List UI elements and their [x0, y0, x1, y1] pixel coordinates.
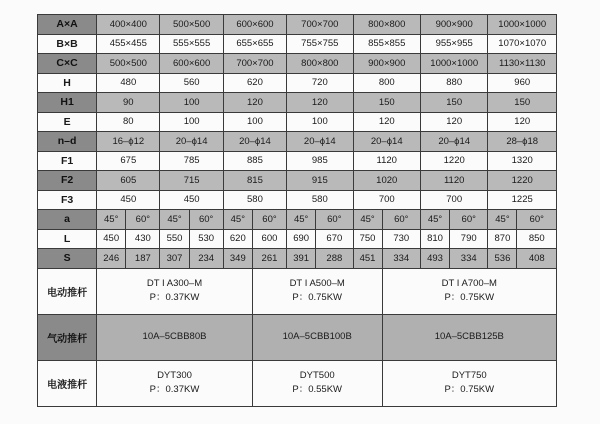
table-cell: 1225: [488, 190, 557, 210]
table-cell: 1120: [420, 171, 487, 191]
table-cell: 580: [287, 190, 353, 210]
row-label: E: [38, 112, 97, 132]
row-label: H: [38, 73, 97, 93]
row-label: 气动推杆: [38, 314, 97, 360]
table-cell: 60°: [382, 210, 420, 230]
table-cell: 555×555: [160, 34, 223, 54]
table-cell: 850: [517, 229, 557, 249]
table-cell: 450: [97, 229, 126, 249]
table-cell: 700×700: [223, 54, 286, 74]
table-cell: 100: [160, 112, 223, 132]
table-cell: 620: [223, 73, 286, 93]
table-row: [38, 93, 557, 113]
table-cell: 800: [353, 73, 420, 93]
table-cell: 120: [287, 93, 353, 113]
table-cell: 349: [223, 249, 252, 269]
table-cell: 880: [420, 73, 487, 93]
table-cell: 1220: [420, 151, 487, 171]
table-cell: 1070×1070: [488, 34, 557, 54]
table-cell: 580: [223, 190, 286, 210]
row-label: B×B: [38, 34, 97, 54]
table-cell: 690: [287, 229, 316, 249]
table-cell: 870: [488, 229, 517, 249]
table-cell: [382, 360, 556, 406]
table-row: [38, 314, 557, 360]
table-cell: 20–ϕ14: [223, 132, 286, 152]
table-cell: 60°: [252, 210, 286, 230]
table-cell: 815: [223, 171, 286, 191]
table-row: [38, 132, 557, 152]
table-cell: 150: [488, 93, 557, 113]
table-cell: 120: [488, 112, 557, 132]
power-line: P：0.75KW: [444, 292, 495, 303]
table-cell: 45°: [488, 210, 517, 230]
table-row: [38, 151, 557, 171]
table-cell: 1120: [353, 151, 420, 171]
model-line: DYT300: [157, 370, 192, 381]
table-cell: 500×500: [160, 15, 223, 35]
table-cell: 80: [97, 112, 160, 132]
table-cell: 675: [97, 151, 160, 171]
table-cell: 334: [450, 249, 488, 269]
model-line: DYT750: [451, 370, 487, 381]
table-cell: 120: [420, 112, 487, 132]
power-line: P：0.75KW: [444, 384, 495, 395]
table-cell: 600×600: [160, 54, 223, 74]
row-label: L: [38, 229, 97, 249]
table-cell: 1130×1130: [488, 54, 557, 74]
table-cell: 100: [160, 93, 223, 113]
table-cell: 45°: [160, 210, 189, 230]
table-cell: 261: [252, 249, 286, 269]
table-cell: 536: [488, 249, 517, 269]
table-cell: 810: [420, 229, 449, 249]
table-cell: 45°: [223, 210, 252, 230]
table-row: [38, 34, 557, 54]
table-cell: 900×900: [353, 54, 420, 74]
table-cell: 1000×1000: [420, 54, 487, 74]
table-cell: [382, 314, 556, 360]
table-cell: 800×800: [353, 15, 420, 35]
row-label: F1: [38, 151, 97, 171]
table-cell: [97, 360, 253, 406]
table-cell: 187: [126, 249, 160, 269]
table-cell: 100: [287, 112, 353, 132]
table-cell: 1320: [488, 151, 557, 171]
model-line: 10A–5CBB125B: [434, 331, 504, 342]
table-cell: 600: [252, 229, 286, 249]
table-cell: 960: [488, 73, 557, 93]
table-cell: 150: [420, 93, 487, 113]
table-cell: 755×755: [287, 34, 353, 54]
table-cell: 855×855: [353, 34, 420, 54]
table-cell: 120: [223, 93, 286, 113]
row-label: F3: [38, 190, 97, 210]
table-cell: 885: [223, 151, 286, 171]
table-cell: 408: [517, 249, 557, 269]
power-line: P：0.37KW: [149, 292, 200, 303]
table-cell: 455×455: [97, 34, 160, 54]
model-line: DT I A300–M: [146, 278, 203, 289]
table-cell: 400×400: [97, 15, 160, 35]
table-cell: 288: [316, 249, 353, 269]
table-cell: 45°: [97, 210, 126, 230]
table-cell: 715: [160, 171, 223, 191]
table-cell: 391: [287, 249, 316, 269]
table-cell: 45°: [420, 210, 449, 230]
table-cell: 500×500: [97, 54, 160, 74]
table-cell: 16–ϕ12: [97, 132, 160, 152]
row-label: A×A: [38, 15, 97, 35]
row-label: C×C: [38, 54, 97, 74]
table-row: [38, 171, 557, 191]
table-cell: 451: [353, 249, 382, 269]
table-cell: 450: [160, 190, 223, 210]
table-row: [38, 15, 557, 35]
power-line: P：0.55KW: [292, 384, 343, 395]
table-cell: 900×900: [420, 15, 487, 35]
table-cell: 985: [287, 151, 353, 171]
table-cell: 430: [126, 229, 160, 249]
table-row: [38, 190, 557, 210]
table-cell: 480: [97, 73, 160, 93]
table-row: [38, 360, 557, 406]
table-cell: 493: [420, 249, 449, 269]
table-cell: 90: [97, 93, 160, 113]
table-cell: 20–ϕ14: [160, 132, 223, 152]
table-cell: 700: [353, 190, 420, 210]
table-cell: [252, 314, 382, 360]
table-cell: [97, 314, 253, 360]
table-cell: 955×955: [420, 34, 487, 54]
table-cell: 550: [160, 229, 189, 249]
table-cell: [252, 360, 382, 406]
table-row: [38, 112, 557, 132]
table-cell: 700: [420, 190, 487, 210]
table-row: [38, 249, 557, 269]
table-cell: 605: [97, 171, 160, 191]
table-cell: [252, 268, 382, 314]
table-cell: 20–ϕ14: [353, 132, 420, 152]
table-row: [38, 73, 557, 93]
table-cell: 246: [97, 249, 126, 269]
table-cell: 655×655: [223, 34, 286, 54]
power-line: P：0.75KW: [292, 292, 343, 303]
table-cell: 790: [450, 229, 488, 249]
table-cell: 60°: [316, 210, 353, 230]
row-label: a: [38, 210, 97, 230]
table-cell: 785: [160, 151, 223, 171]
model-line: 10A–5CBB100B: [282, 331, 352, 342]
table-cell: 1020: [353, 171, 420, 191]
table-cell: 720: [287, 73, 353, 93]
table-cell: 20–ϕ14: [287, 132, 353, 152]
table-cell: 28–ϕ18: [488, 132, 557, 152]
row-label: n–d: [38, 132, 97, 152]
table-cell: 800×800: [287, 54, 353, 74]
table-row: [38, 268, 557, 314]
table-cell: 60°: [189, 210, 223, 230]
table-cell: 620: [223, 229, 252, 249]
table-cell: 700×700: [287, 15, 353, 35]
dimension-spec-table: [37, 14, 557, 407]
table-cell: 307: [160, 249, 189, 269]
model-line: DT I A500–M: [289, 278, 345, 289]
table-cell: 730: [382, 229, 420, 249]
model-line: DT I A700–M: [441, 278, 497, 289]
table-cell: 150: [353, 93, 420, 113]
table-cell: 120: [353, 112, 420, 132]
table-cell: 60°: [517, 210, 557, 230]
power-line: P：0.37KW: [149, 384, 200, 395]
model-line: 10A–5CBB80B: [142, 331, 207, 342]
table-cell: 560: [160, 73, 223, 93]
table-row: [38, 229, 557, 249]
table-cell: 45°: [287, 210, 316, 230]
table-cell: 670: [316, 229, 353, 249]
table-cell: 334: [382, 249, 420, 269]
table-cell: 915: [287, 171, 353, 191]
table-cell: 450: [97, 190, 160, 210]
table-cell: [382, 268, 556, 314]
table-row: [38, 210, 557, 230]
table-cell: 750: [353, 229, 382, 249]
row-label: 电动推杆: [38, 268, 97, 314]
table-cell: 20–ϕ14: [420, 132, 487, 152]
table-cell: 1220: [488, 171, 557, 191]
spec-table-body: [38, 15, 557, 407]
table-row: [38, 54, 557, 74]
row-label: F2: [38, 171, 97, 191]
table-cell: 600×600: [223, 15, 286, 35]
row-label: S: [38, 249, 97, 269]
table-cell: 100: [223, 112, 286, 132]
table-cell: 60°: [450, 210, 488, 230]
table-cell: [97, 268, 253, 314]
table-cell: 234: [189, 249, 223, 269]
row-label: H1: [38, 93, 97, 113]
model-line: DYT500: [299, 370, 335, 381]
row-label: 电液推杆: [38, 360, 97, 406]
table-cell: 45°: [353, 210, 382, 230]
table-cell: 530: [189, 229, 223, 249]
table-cell: 1000×1000: [488, 15, 557, 35]
table-cell: 60°: [126, 210, 160, 230]
